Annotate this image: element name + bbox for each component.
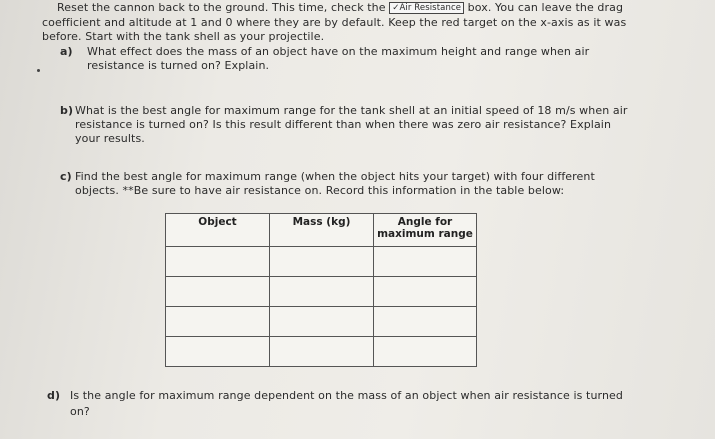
- table-cell[interactable]: [270, 277, 374, 307]
- header-mass: Mass (kg): [270, 214, 374, 247]
- intro-line-3: before. Start with the tank shell as your projectile.: [42, 30, 325, 43]
- question-c-label: c): [60, 170, 72, 183]
- header-object: Object: [166, 214, 270, 247]
- checkbox-label: Air Resistance: [399, 3, 462, 13]
- question-a-label: a): [60, 45, 73, 58]
- intro-line-1-end: box. You can leave the drag: [467, 1, 624, 14]
- question-b-line-3: your results.: [75, 132, 145, 145]
- air-resistance-checkbox: [389, 2, 464, 14]
- table-cell[interactable]: [374, 337, 477, 367]
- bullet-mark: [37, 69, 40, 72]
- question-c-line-1: Find the best angle for maximum range (when the object hits your target) with four different: [75, 170, 595, 183]
- table-cell[interactable]: [166, 337, 270, 367]
- intro-line-2: coefficient and altitude at 1 and 0 where they are by default. Keep the red target on the x-axis as it was: [42, 16, 627, 29]
- table-header-row: [166, 214, 477, 247]
- question-d-line-1: Is the angle for maximum range dependent on the mass of an object when air resistance is turned: [70, 389, 623, 402]
- table-cell[interactable]: [166, 277, 270, 307]
- table-cell[interactable]: [270, 337, 374, 367]
- table-cell[interactable]: [166, 247, 270, 277]
- table-cell[interactable]: [374, 247, 477, 277]
- table-row: [166, 307, 477, 337]
- intro-line-1-text: Reset the cannon back to the ground. This time, check the: [57, 1, 386, 14]
- question-d-label: d): [47, 389, 61, 402]
- question-a-line-1: What effect does the mass of an object have on the maximum height and range when air: [87, 45, 590, 58]
- intro-line-1: [57, 1, 623, 14]
- table-cell[interactable]: [374, 277, 477, 307]
- question-b-label: b): [60, 104, 74, 117]
- table-cell[interactable]: [166, 307, 270, 337]
- question-b-line-1: What is the best angle for maximum range for the tank shell at an initial speed of 18 m/s when air: [75, 104, 628, 117]
- table-cell[interactable]: [270, 307, 374, 337]
- question-a-line-2: resistance is turned on? Explain.: [87, 59, 270, 72]
- table-row: [166, 247, 477, 277]
- table-row: [166, 277, 477, 307]
- table-cell[interactable]: [270, 247, 374, 277]
- results-table: [165, 213, 477, 367]
- question-c-line-2: objects. **Be sure to have air resistance on. Record this information in the table below:: [75, 184, 565, 197]
- checkmark-icon: ✓: [392, 3, 400, 13]
- header-angle: [374, 214, 477, 247]
- table-row: [166, 337, 477, 367]
- header-angle-line-2: maximum range: [377, 228, 473, 240]
- header-angle-line-1: Angle for: [397, 216, 453, 228]
- table-cell[interactable]: [374, 307, 477, 337]
- question-b-line-2: resistance is turned on? Is this result different than when there was zero air resistance? Explain: [75, 118, 612, 131]
- question-d-line-2: on?: [70, 405, 90, 418]
